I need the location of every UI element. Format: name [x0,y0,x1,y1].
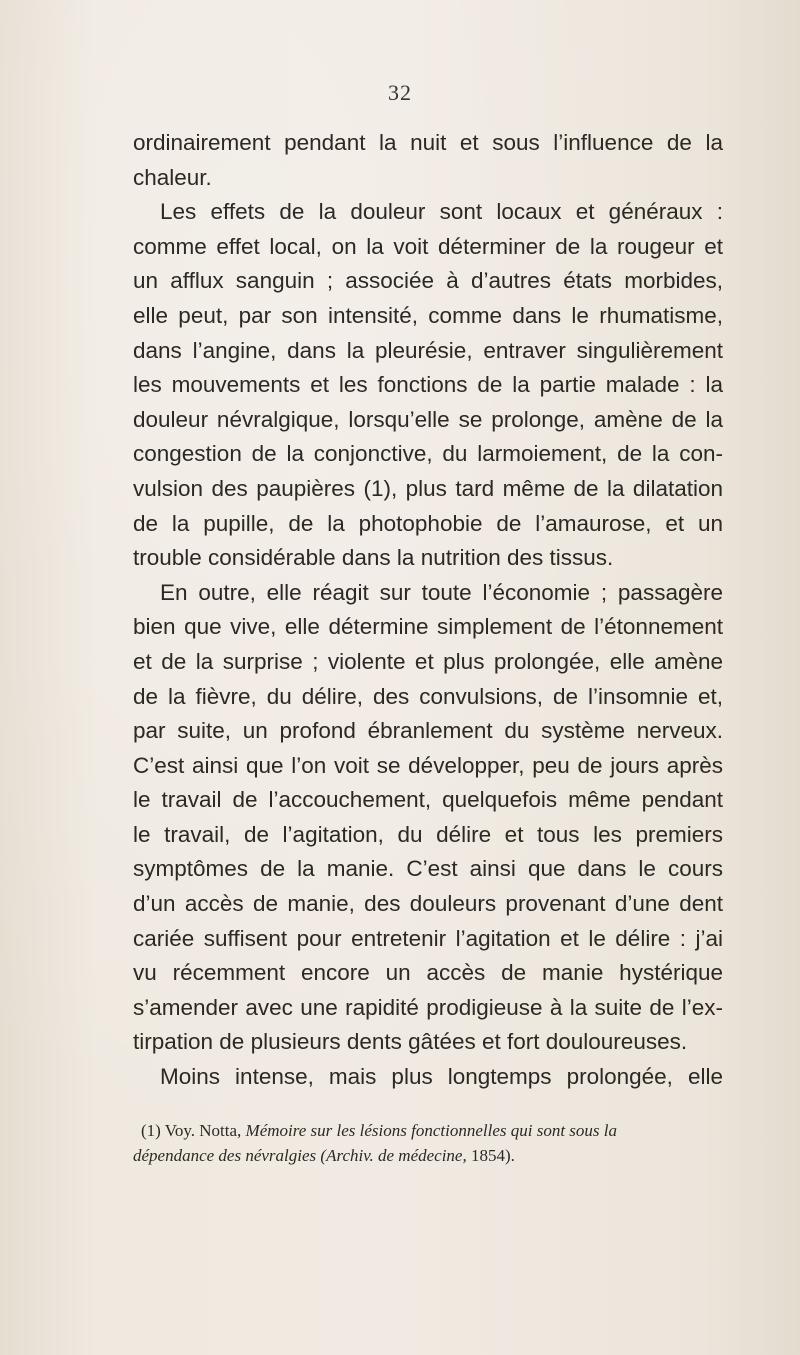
text-line: comme effet local, on la voit déterminer de la rougeur et [133,233,723,259]
paragraph-start-line: En outre, elle réagit sur toute l’économie ; passagère [160,579,723,605]
footnote-line-2 [133,1143,723,1168]
text-line: tirpation de plusieurs dents gâtées et fort douloureuses. [133,1029,688,1055]
footnote-title-part2: dépendance des névralgies [133,1146,317,1165]
text-line: C’est ainsi que l’on voit se développer, peu de jours après [133,752,723,778]
footnote [133,1118,723,1168]
text-line: symptômes de la manie. C’est ainsi que dans le cours [133,856,723,882]
footnote-title-part1: Mémoire sur les lésions fonctionnelles qui sont sous la [245,1121,617,1140]
text-line: chaleur. [133,164,212,190]
text-line: trouble considérable dans la nutrition des tissus. [133,545,614,571]
text-line: bien que vive, elle détermine simplement de l’étonnement [133,614,723,640]
text-line: vulsion des paupières (1), plus tard même de la dilatation [133,475,723,501]
footnote-year: 1854). [470,1146,515,1165]
text-line: s’amender avec une rapidité prodigieuse à la suite de l’ex- [133,994,723,1020]
text-line: les mouvements et les fonctions de la partie malade : la [133,372,723,398]
text-line: le travail, de l’agitation, du délire et tous les premiers [133,821,723,847]
text-line: ordinairement pendant la nuit et sous l’influence de la [133,130,723,155]
text-line: de la pupille, de la photophobie de l’amaurose, et un [133,510,723,536]
body-text [133,126,723,1095]
page-number: 32 [388,80,412,105]
text-line: le travail de l’accouchement, quelquefois même pendant [133,787,723,813]
text-line: un afflux sanguin ; associée à d’autres états morbides, [133,268,723,294]
text-line: douleur névralgique, lorsqu’elle se prolonge, amène de la [133,406,723,432]
footnote-marker: (1) [141,1121,161,1140]
text-line: par suite, un profond ébranlement du système nerveux. [133,718,723,744]
text-line: de la fièvre, du délire, des convulsions, de l’insomnie et, [133,683,723,709]
text-line: congestion de la conjonctive, du larmoiement, de la con- [133,441,723,467]
footnote-line-1 [133,1118,723,1143]
paragraph-start-line: Moins intense, mais plus longtemps prolongée, elle [160,1064,723,1090]
text-line: et de la surprise ; violente et plus prolongée, elle amène [133,648,723,674]
text-line: vu récemment encore un accès de manie hystérique [133,960,723,986]
text-line: d’un accès de manie, des douleurs provenant d’une dent [133,891,723,917]
footnote-author: Voy. Notta, [164,1121,242,1140]
footnote-source: (Archiv. de médecine, [320,1146,467,1165]
text-line: elle peut, par son intensité, comme dans le rhumatisme, [133,302,723,328]
paragraph-start-line: Les effets de la douleur sont locaux et généraux : [160,199,723,225]
text-line: cariée suffisent pour entretenir l’agitation et le délire : j’ai [133,925,723,951]
text-line: dans l’angine, dans la pleurésie, entraver singulièrement [133,337,723,363]
